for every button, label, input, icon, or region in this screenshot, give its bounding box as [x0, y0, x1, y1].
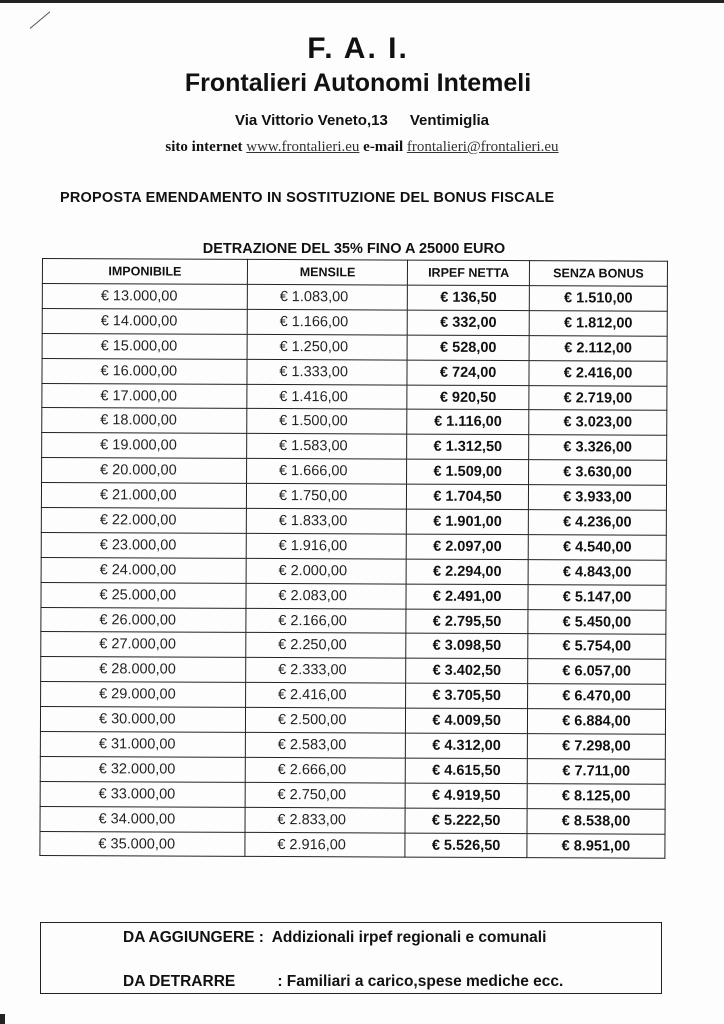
cell-mensile: € 2.000,00 [246, 558, 407, 584]
cell-mensile: € 1.500,00 [247, 409, 408, 435]
cell-senza-bonus: € 5.147,00 [528, 584, 666, 609]
cell-mensile: € 1.166,00 [247, 309, 408, 335]
table-row [41, 557, 666, 585]
table-row [42, 408, 667, 436]
cell-imponibile: € 30.000,00 [40, 707, 245, 733]
cell-imponibile: € 27.000,00 [41, 632, 246, 658]
table-body [40, 284, 667, 859]
note-add [123, 929, 546, 947]
note-deduct [123, 973, 563, 991]
cell-mensile: € 1.666,00 [246, 459, 407, 485]
cell-mensile: € 1.250,00 [247, 334, 408, 360]
cell-mensile: € 2.083,00 [246, 583, 407, 609]
cell-imponibile: € 26.000,00 [41, 607, 246, 633]
scan-mark [0, 1014, 5, 1024]
notes-box [40, 922, 662, 994]
note-add-label: DA AGGIUNGERE : [123, 929, 264, 946]
cell-mensile: € 2.750,00 [245, 782, 406, 808]
table-row [42, 433, 667, 461]
cell-irpef-netta: € 1.509,00 [407, 459, 529, 484]
table-row [42, 284, 667, 312]
table-subtitle: DETRAZIONE DEL 35% FINO A 25000 EURO [202, 241, 506, 257]
cell-irpef-netta: € 4.312,00 [406, 733, 528, 758]
table-row [40, 707, 665, 735]
cell-senza-bonus: € 6.884,00 [527, 709, 665, 734]
cell-senza-bonus: € 6.057,00 [528, 659, 666, 684]
table-row [42, 383, 667, 411]
table-row [41, 632, 666, 660]
cell-senza-bonus: € 2.416,00 [529, 360, 667, 385]
cell-mensile: € 2.833,00 [245, 807, 406, 833]
table-row [40, 806, 665, 834]
cell-senza-bonus: € 2.112,00 [529, 335, 667, 360]
cell-imponibile: € 33.000,00 [40, 781, 245, 807]
cell-imponibile: € 18.000,00 [42, 408, 247, 434]
logo-text: F. A. I. [307, 32, 409, 65]
cell-senza-bonus: € 8.538,00 [527, 808, 665, 833]
table-row [41, 483, 666, 511]
page-top-edge [0, 0, 724, 3]
cell-irpef-netta: € 332,00 [407, 310, 529, 335]
contacts-line [0, 138, 724, 156]
table-row [41, 582, 666, 610]
cell-mensile: € 2.333,00 [246, 658, 407, 684]
cell-mensile: € 1.583,00 [247, 434, 408, 460]
cell-irpef-netta: € 1.901,00 [407, 509, 529, 534]
cell-irpef-netta: € 528,00 [407, 335, 529, 360]
cell-senza-bonus: € 7.711,00 [527, 759, 665, 784]
cell-senza-bonus: € 7.298,00 [527, 734, 665, 759]
cell-imponibile: € 28.000,00 [41, 657, 246, 683]
cell-imponibile: € 19.000,00 [42, 433, 247, 459]
website-link[interactable]: www.frontalieri.eu [246, 139, 360, 155]
cell-imponibile: € 23.000,00 [41, 532, 246, 558]
website-label: sito internet [165, 139, 243, 155]
cell-senza-bonus: € 3.933,00 [528, 485, 666, 510]
cell-imponibile: € 24.000,00 [41, 557, 246, 583]
table-row [40, 732, 665, 760]
cell-irpef-netta: € 3.705,50 [406, 683, 528, 708]
cell-imponibile: € 13.000,00 [42, 284, 247, 310]
cell-imponibile: € 29.000,00 [41, 682, 246, 708]
cell-imponibile: € 35.000,00 [40, 831, 245, 857]
cell-imponibile: € 16.000,00 [42, 358, 247, 384]
letterhead [0, 32, 724, 156]
cell-senza-bonus: € 3.326,00 [529, 435, 667, 460]
cell-senza-bonus: € 4.540,00 [528, 535, 666, 560]
table-row [42, 458, 667, 486]
table-row [42, 333, 667, 361]
table-row [42, 358, 667, 386]
table-row [41, 682, 666, 710]
cell-senza-bonus: € 3.023,00 [529, 410, 667, 435]
cell-senza-bonus: € 3.630,00 [529, 460, 667, 485]
cell-senza-bonus: € 5.754,00 [528, 634, 666, 659]
cell-irpef-netta: € 4.009,50 [406, 708, 528, 733]
address-city: Ventimiglia [409, 112, 490, 129]
cell-mensile: € 1.916,00 [246, 533, 407, 559]
email-label: e-mail [363, 139, 404, 155]
table-row [40, 781, 665, 809]
cell-irpef-netta: € 5.526,50 [405, 833, 527, 858]
cell-irpef-netta: € 2.097,00 [406, 534, 528, 559]
cell-irpef-netta: € 2.491,00 [406, 584, 528, 609]
cell-mensile: € 1.833,00 [246, 508, 407, 534]
table-row [40, 756, 665, 784]
cell-mensile: € 2.583,00 [245, 732, 406, 758]
cell-imponibile: € 34.000,00 [40, 806, 245, 832]
pen-mark [30, 11, 51, 28]
cell-imponibile: € 32.000,00 [40, 756, 245, 782]
cell-senza-bonus: € 4.236,00 [528, 510, 666, 535]
cell-senza-bonus: € 1.510,00 [529, 286, 667, 311]
organization-name: Frontalieri Autonomi Intemeli [184, 69, 532, 97]
table-row [41, 508, 666, 536]
cell-imponibile: € 21.000,00 [41, 483, 246, 509]
cell-irpef-netta: € 5.222,50 [405, 808, 527, 833]
cell-imponibile: € 15.000,00 [42, 333, 247, 359]
note-deduct-text: : Familiari a carico,spese mediche ecc. [277, 973, 564, 990]
cell-mensile: € 2.916,00 [245, 832, 406, 858]
cell-mensile: € 2.166,00 [246, 608, 407, 634]
cell-irpef-netta: € 4.615,50 [406, 758, 528, 783]
column-header-irpef-netta: IRPEF NETTA [408, 260, 530, 286]
email-link[interactable]: frontalieri@frontalieri.eu [406, 139, 559, 155]
cell-mensile: € 1.333,00 [247, 359, 408, 385]
table-row [41, 657, 666, 685]
cell-mensile: € 2.250,00 [246, 633, 407, 659]
cell-mensile: € 1.083,00 [247, 284, 408, 310]
cell-senza-bonus: € 1.812,00 [529, 311, 667, 336]
cell-imponibile: € 22.000,00 [41, 508, 246, 534]
cell-irpef-netta: € 724,00 [407, 360, 529, 385]
cell-irpef-netta: € 1.704,50 [407, 484, 529, 509]
cell-senza-bonus: € 2.719,00 [529, 385, 667, 410]
proposal-title: PROPOSTA EMENDAMENTO IN SOSTITUZIONE DEL BONUS FISCALE [60, 190, 555, 206]
cell-irpef-netta: € 1.116,00 [407, 410, 529, 435]
column-header-senza-bonus: SENZA BONUS [529, 261, 667, 287]
cell-irpef-netta: € 4.919,50 [405, 783, 527, 808]
column-header-imponibile: IMPONIBILE [42, 259, 247, 285]
cell-imponibile: € 17.000,00 [42, 383, 247, 409]
tax-table [39, 258, 668, 859]
cell-mensile: € 1.416,00 [247, 384, 408, 410]
cell-senza-bonus: € 6.470,00 [528, 684, 666, 709]
table-row [42, 308, 667, 336]
note-add-text: Addizionali irpef regionali e comunali [271, 929, 547, 946]
table-header-row [42, 259, 667, 287]
table-row [41, 532, 666, 560]
cell-irpef-netta: € 2.795,50 [406, 609, 528, 634]
cell-senza-bonus: € 8.951,00 [527, 833, 665, 858]
cell-imponibile: € 20.000,00 [42, 458, 247, 484]
cell-irpef-netta: € 136,50 [408, 285, 530, 310]
cell-senza-bonus: € 8.125,00 [527, 783, 665, 808]
cell-mensile: € 2.416,00 [245, 683, 406, 709]
cell-irpef-netta: € 2.294,00 [406, 559, 528, 584]
cell-imponibile: € 31.000,00 [40, 732, 245, 758]
cell-senza-bonus: € 4.843,00 [528, 559, 666, 584]
cell-irpef-netta: € 1.312,50 [407, 434, 529, 459]
column-header-mensile: MENSILE [247, 259, 408, 285]
cell-imponibile: € 25.000,00 [41, 582, 246, 608]
cell-irpef-netta: € 3.402,50 [406, 658, 528, 683]
table-row [40, 831, 665, 859]
cell-mensile: € 1.750,00 [246, 484, 407, 510]
cell-irpef-netta: € 3.098,50 [406, 634, 528, 659]
table-row [41, 607, 666, 635]
cell-senza-bonus: € 5.450,00 [528, 609, 666, 634]
cell-imponibile: € 14.000,00 [42, 308, 247, 334]
cell-mensile: € 2.500,00 [245, 708, 406, 734]
cell-mensile: € 2.666,00 [245, 757, 406, 783]
address-line [0, 112, 724, 130]
address-street: Via Vittorio Veneto,13 [234, 112, 388, 129]
note-deduct-label: DA DETRARRE [123, 973, 236, 990]
cell-irpef-netta: € 920,50 [407, 385, 529, 410]
